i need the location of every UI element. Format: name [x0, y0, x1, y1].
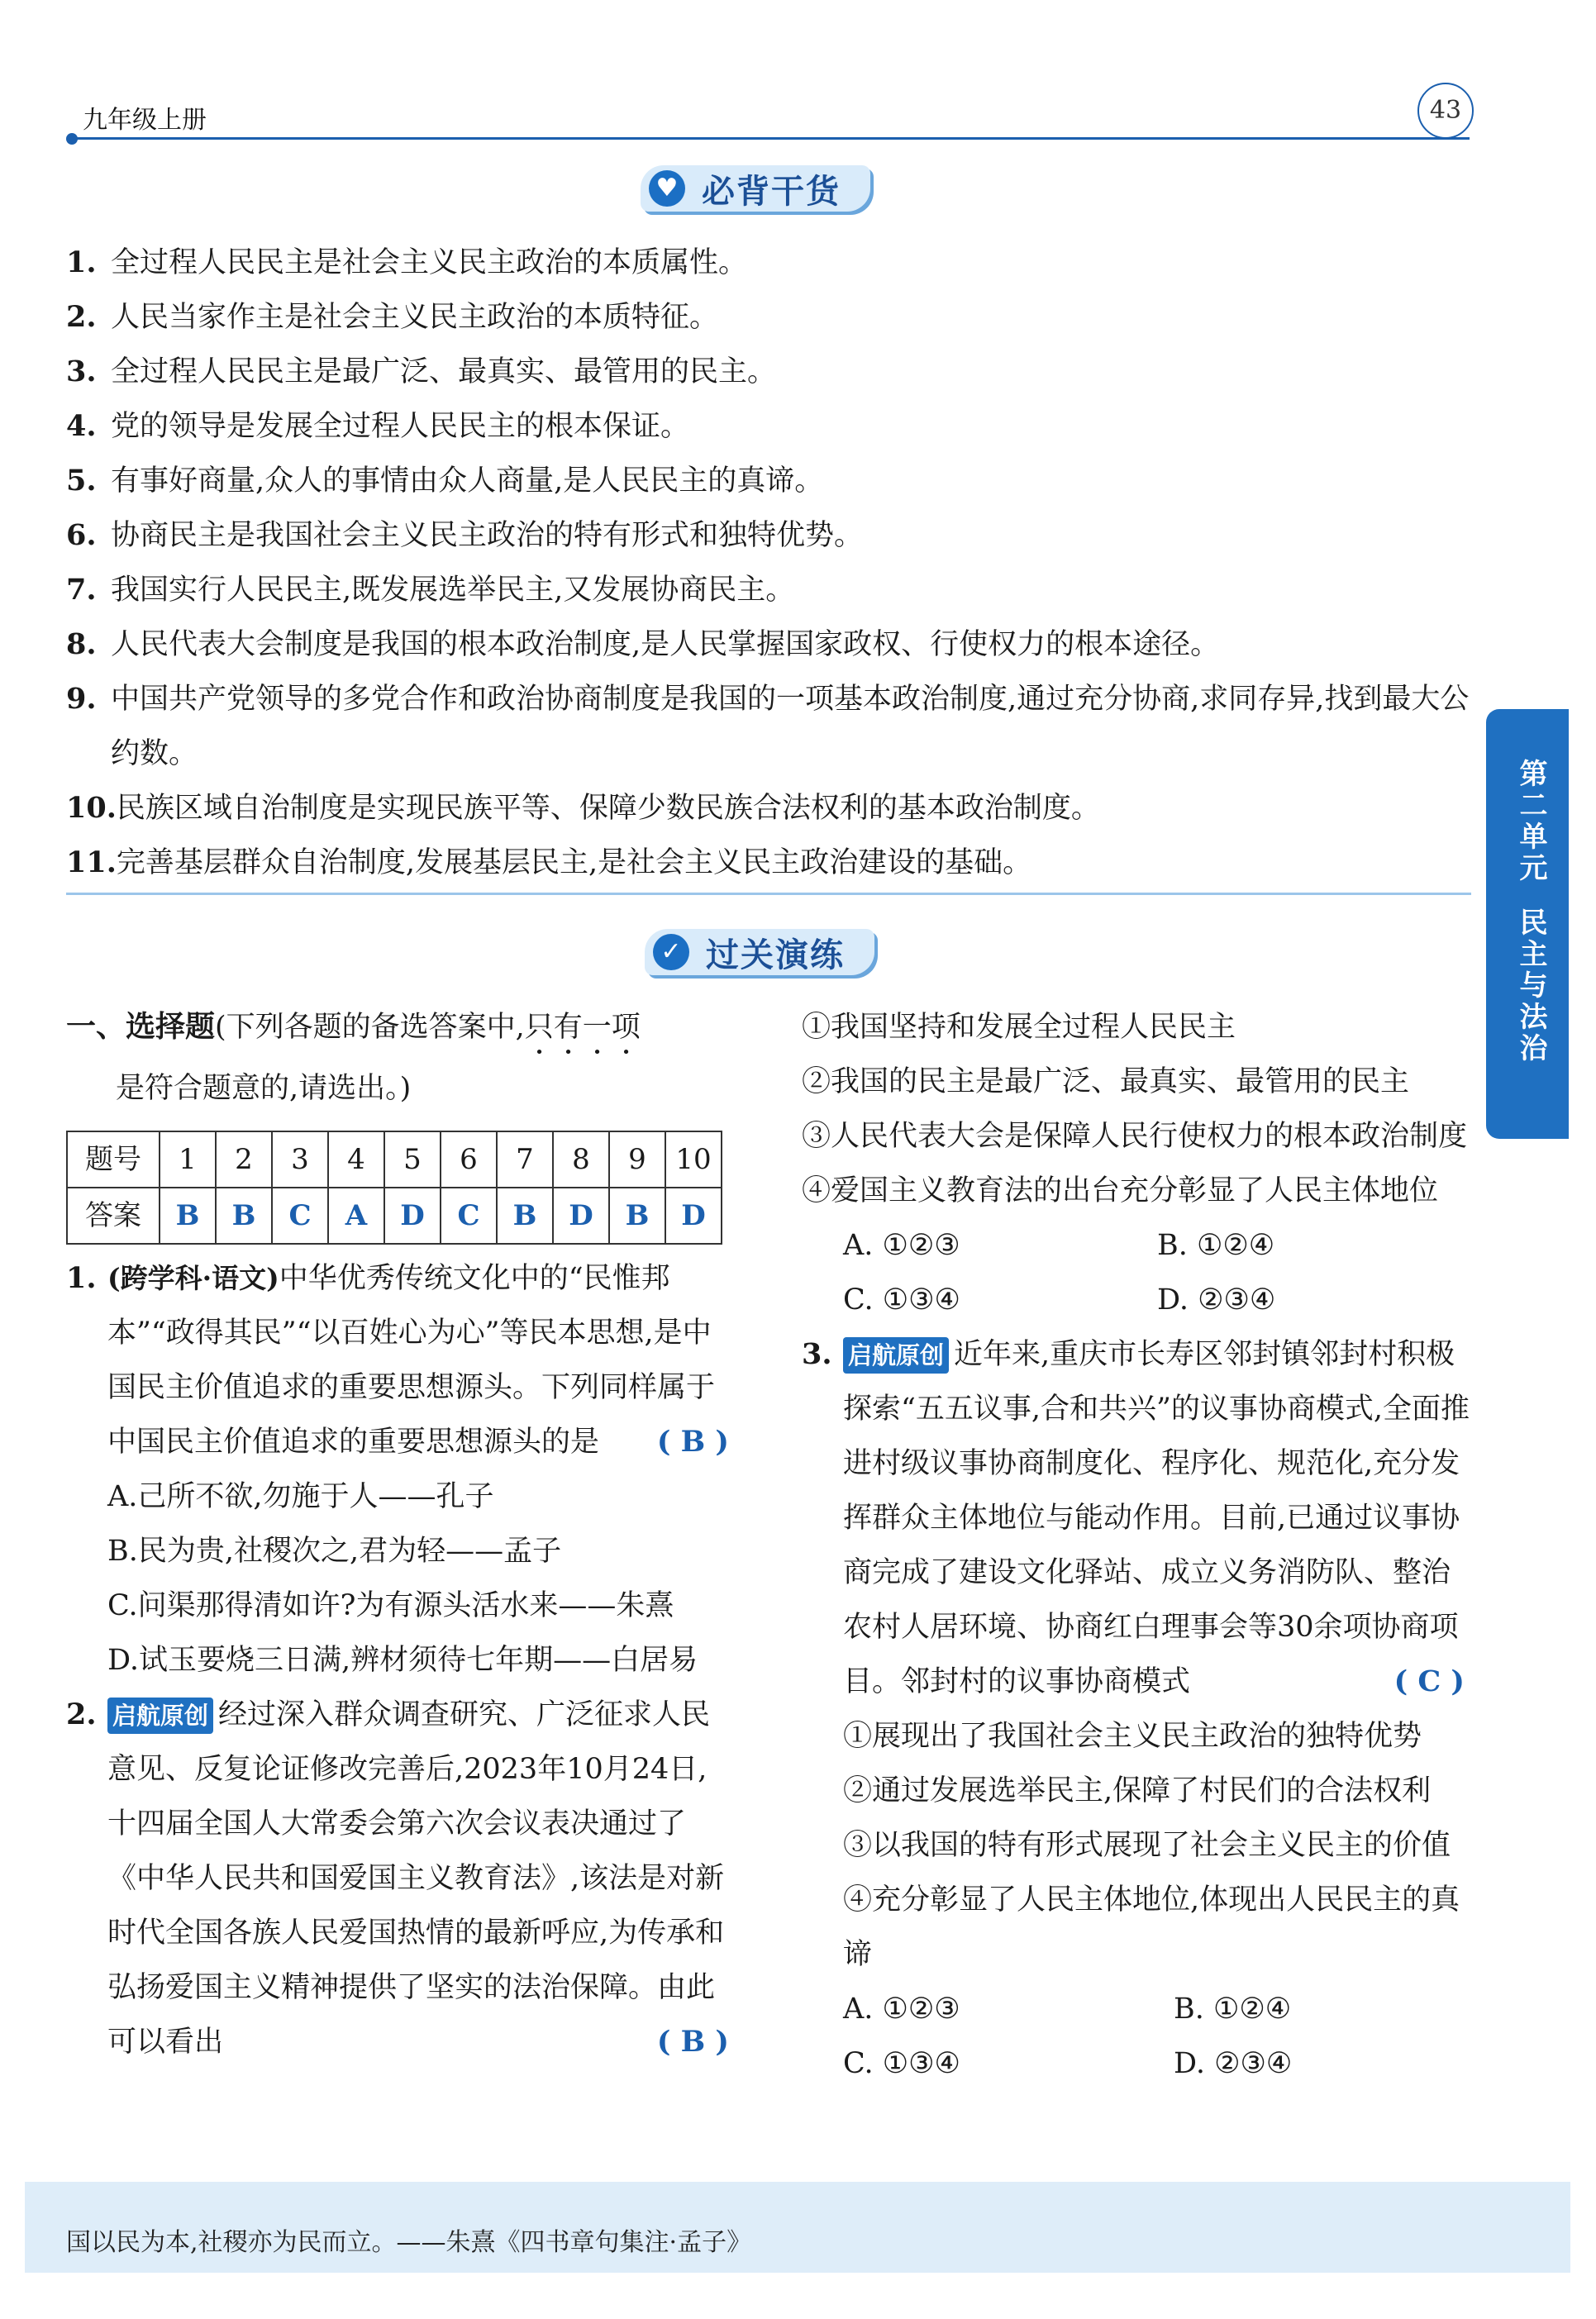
statement: ③以我国的特有形式展现了社会主义民主的价值 [843, 1829, 1451, 1862]
list-item: 3. 全过程人民民主是最广泛、最真实、最管用的民主。 [66, 355, 777, 388]
question-1: 1. (跨学科·语文)中华优秀传统文化中的“民惟邦本”“政得其民”“以百姓心为心”等民本思想,是中国民主价值追求的重要思想源头。下列同样属于中国民主价值追求的重要思想源头的是 ( B ) A.己所不欲,勿施于人——孔子 B.民为贵,社稷次之,君为轻——孟子 C.问渠那得清如许?为有源头活水来——朱熹 D.试玉要烧三日满,辨材须待七年期——白居易 [66, 1251, 736, 1688]
statement: ①展现出了我国社会主义民主政治的独特优势 [843, 1720, 1422, 1753]
left-column [66, 1000, 736, 2069]
question-2: 2. 启航原创 经过深入群众调查研究、广泛征求人民意见、反复论证修改完善后,2023年10月24日,十四届全国人大常委会第六次会议表决通过了《中华人民共和国爱国主义教育法》,该法是对新时代全国各族人民爱国热情的最新呼应,为传承和弘扬爱国主义精神提供了坚实的法治保障。由此可以看出 ( B ) [66, 1688, 736, 2069]
statement: ④爱国主义教育法的出台充分彰显了人民主体地位 [802, 1174, 1439, 1207]
answer-mark: ( B ) [656, 1425, 729, 1459]
answer-mark: ( B ) [656, 2025, 729, 2059]
key-points-banner [641, 164, 870, 213]
choice-row: C. ①③④ D. ②③④ [843, 1283, 1276, 1317]
section-instruction: 是符合题意的,请选出。) [116, 1072, 412, 1105]
list-item: 6. 协商民主是我国社会主义民主政治的特有形式和独特优势。 [66, 518, 864, 552]
option: A.己所不欲,勿施于人——孔子 [107, 1480, 494, 1513]
choice-row: A. ①②③ B. ①②④ [843, 1993, 1292, 2026]
statement: ④充分彰显了人民主体地位,体现出人民民主的真谛 [843, 1883, 1460, 1971]
list-item: 7. 我国实行人民民主,既发展选举民主,又发展协商民主。 [66, 573, 795, 607]
unit-side-tab [1486, 709, 1569, 1139]
original-badge: 启航原创 [843, 1337, 949, 1374]
practice-banner [645, 927, 874, 977]
option: C.问渠那得清如许?为有源头活水来——朱熹 [107, 1589, 674, 1622]
original-badge: 启航原创 [107, 1698, 213, 1734]
heart-book-icon: ♥ [649, 170, 685, 207]
list-item: 9. 中国共产党领导的多党合作和政治协商制度是我国的一项基本政治制度,通过充分协商,求同存异,找到最大公约数。 [66, 682, 1470, 770]
list-item: 11. 完善基层群众自治制度,发展基层民主,是社会主义民主政治建设的基础。 [66, 845, 1032, 879]
statement: ①我国坚持和发展全过程人民民主 [802, 1011, 1236, 1044]
check-circle-icon: ✓ [653, 934, 689, 970]
statement: ②通过发展选举民主,保障了村民们的合法权利 [843, 1774, 1432, 1807]
question-3: 3. 启航原创 近年来,重庆市长寿区邻封镇邻封村积极探索“五五议事,合和共兴”的议事协商模式,全面推进村级议事协商制度化、程序化、规范化,充分发挥群众主体地位与能动作用。目前,已通过议事协商完成了建设文化驿站、成立义务消防队、整治农村人居环境、协商红白理事会等30余项协商项目。邻封村的议事协商模式 ( C ) ①展现出了我国社会主义民主政治的独特优势 ②通过发展选举民主,保障了村民们的合法权利 ③以我国的特有形式展现了社会主义民主的价值 ④充分彰显了人民主体地位,体现出人民民主的真谛 A. ①②③ B. ①②④ C. ①③④ D. ②③④ [802, 1327, 1471, 2091]
list-item: 2. 人民当家作主是社会主义民主政治的本质特征。 [66, 300, 719, 334]
list-item: 5. 有事好商量,众人的事情由众人商量,是人民民主的真谛。 [66, 464, 824, 498]
footer-quote: 国以民为本,社稷亦为民而立。——朱熹《四书章句集注·孟子》 [66, 2228, 752, 2257]
choice-row: A. ①②③ B. ①②④ [843, 1229, 1275, 1262]
header-rule [73, 137, 1470, 140]
list-item: 4. 党的领导是发展全过程人民民主的根本保证。 [66, 409, 690, 443]
unit-label: 第二单元 [1514, 759, 1547, 884]
grade-label: 九年级上册 [83, 106, 207, 135]
practice-title: 过关演练 [706, 936, 845, 974]
option: D.试玉要烧三日满,辨材须待七年期——白居易 [107, 1644, 698, 1677]
right-column [802, 1000, 1471, 2091]
list-item: 1. 全过程人民民主是社会主义民主政治的本质属性。 [66, 245, 748, 279]
answer-mark: ( C ) [1394, 1664, 1465, 1698]
list-item: 10. 民族区域自治制度是实现民族平等、保障少数民族合法权利的基本政治制度。 [66, 791, 1100, 825]
statement: ③人民代表大会是保障人民行使权力的根本政治制度 [802, 1120, 1468, 1153]
key-points-list [66, 236, 1471, 890]
unit-name: 民主与法治 [1514, 907, 1547, 1064]
answer-table: 题号 1 2 3 4 5 6 7 8 9 10 答案 B B C A D C B D B D [66, 1131, 722, 1245]
option: B.民为贵,社稷次之,君为轻——孟子 [107, 1535, 562, 1568]
choice-row: C. ①③④ D. ②③④ [843, 2047, 1293, 2080]
page-number: 43 [1417, 83, 1474, 139]
list-item: 8. 人民代表大会制度是我国的根本政治制度,是人民掌握国家政权、行使权力的根本途径。 [66, 627, 1220, 661]
key-points-title: 必背干货 [702, 172, 841, 211]
statement: ②我国的民主是最广泛、最真实、最管用的民主 [802, 1065, 1410, 1098]
section-divider [66, 893, 1471, 895]
section-heading: 一、选择题(下列各题的备选答案中,只有一项 [66, 1010, 641, 1044]
